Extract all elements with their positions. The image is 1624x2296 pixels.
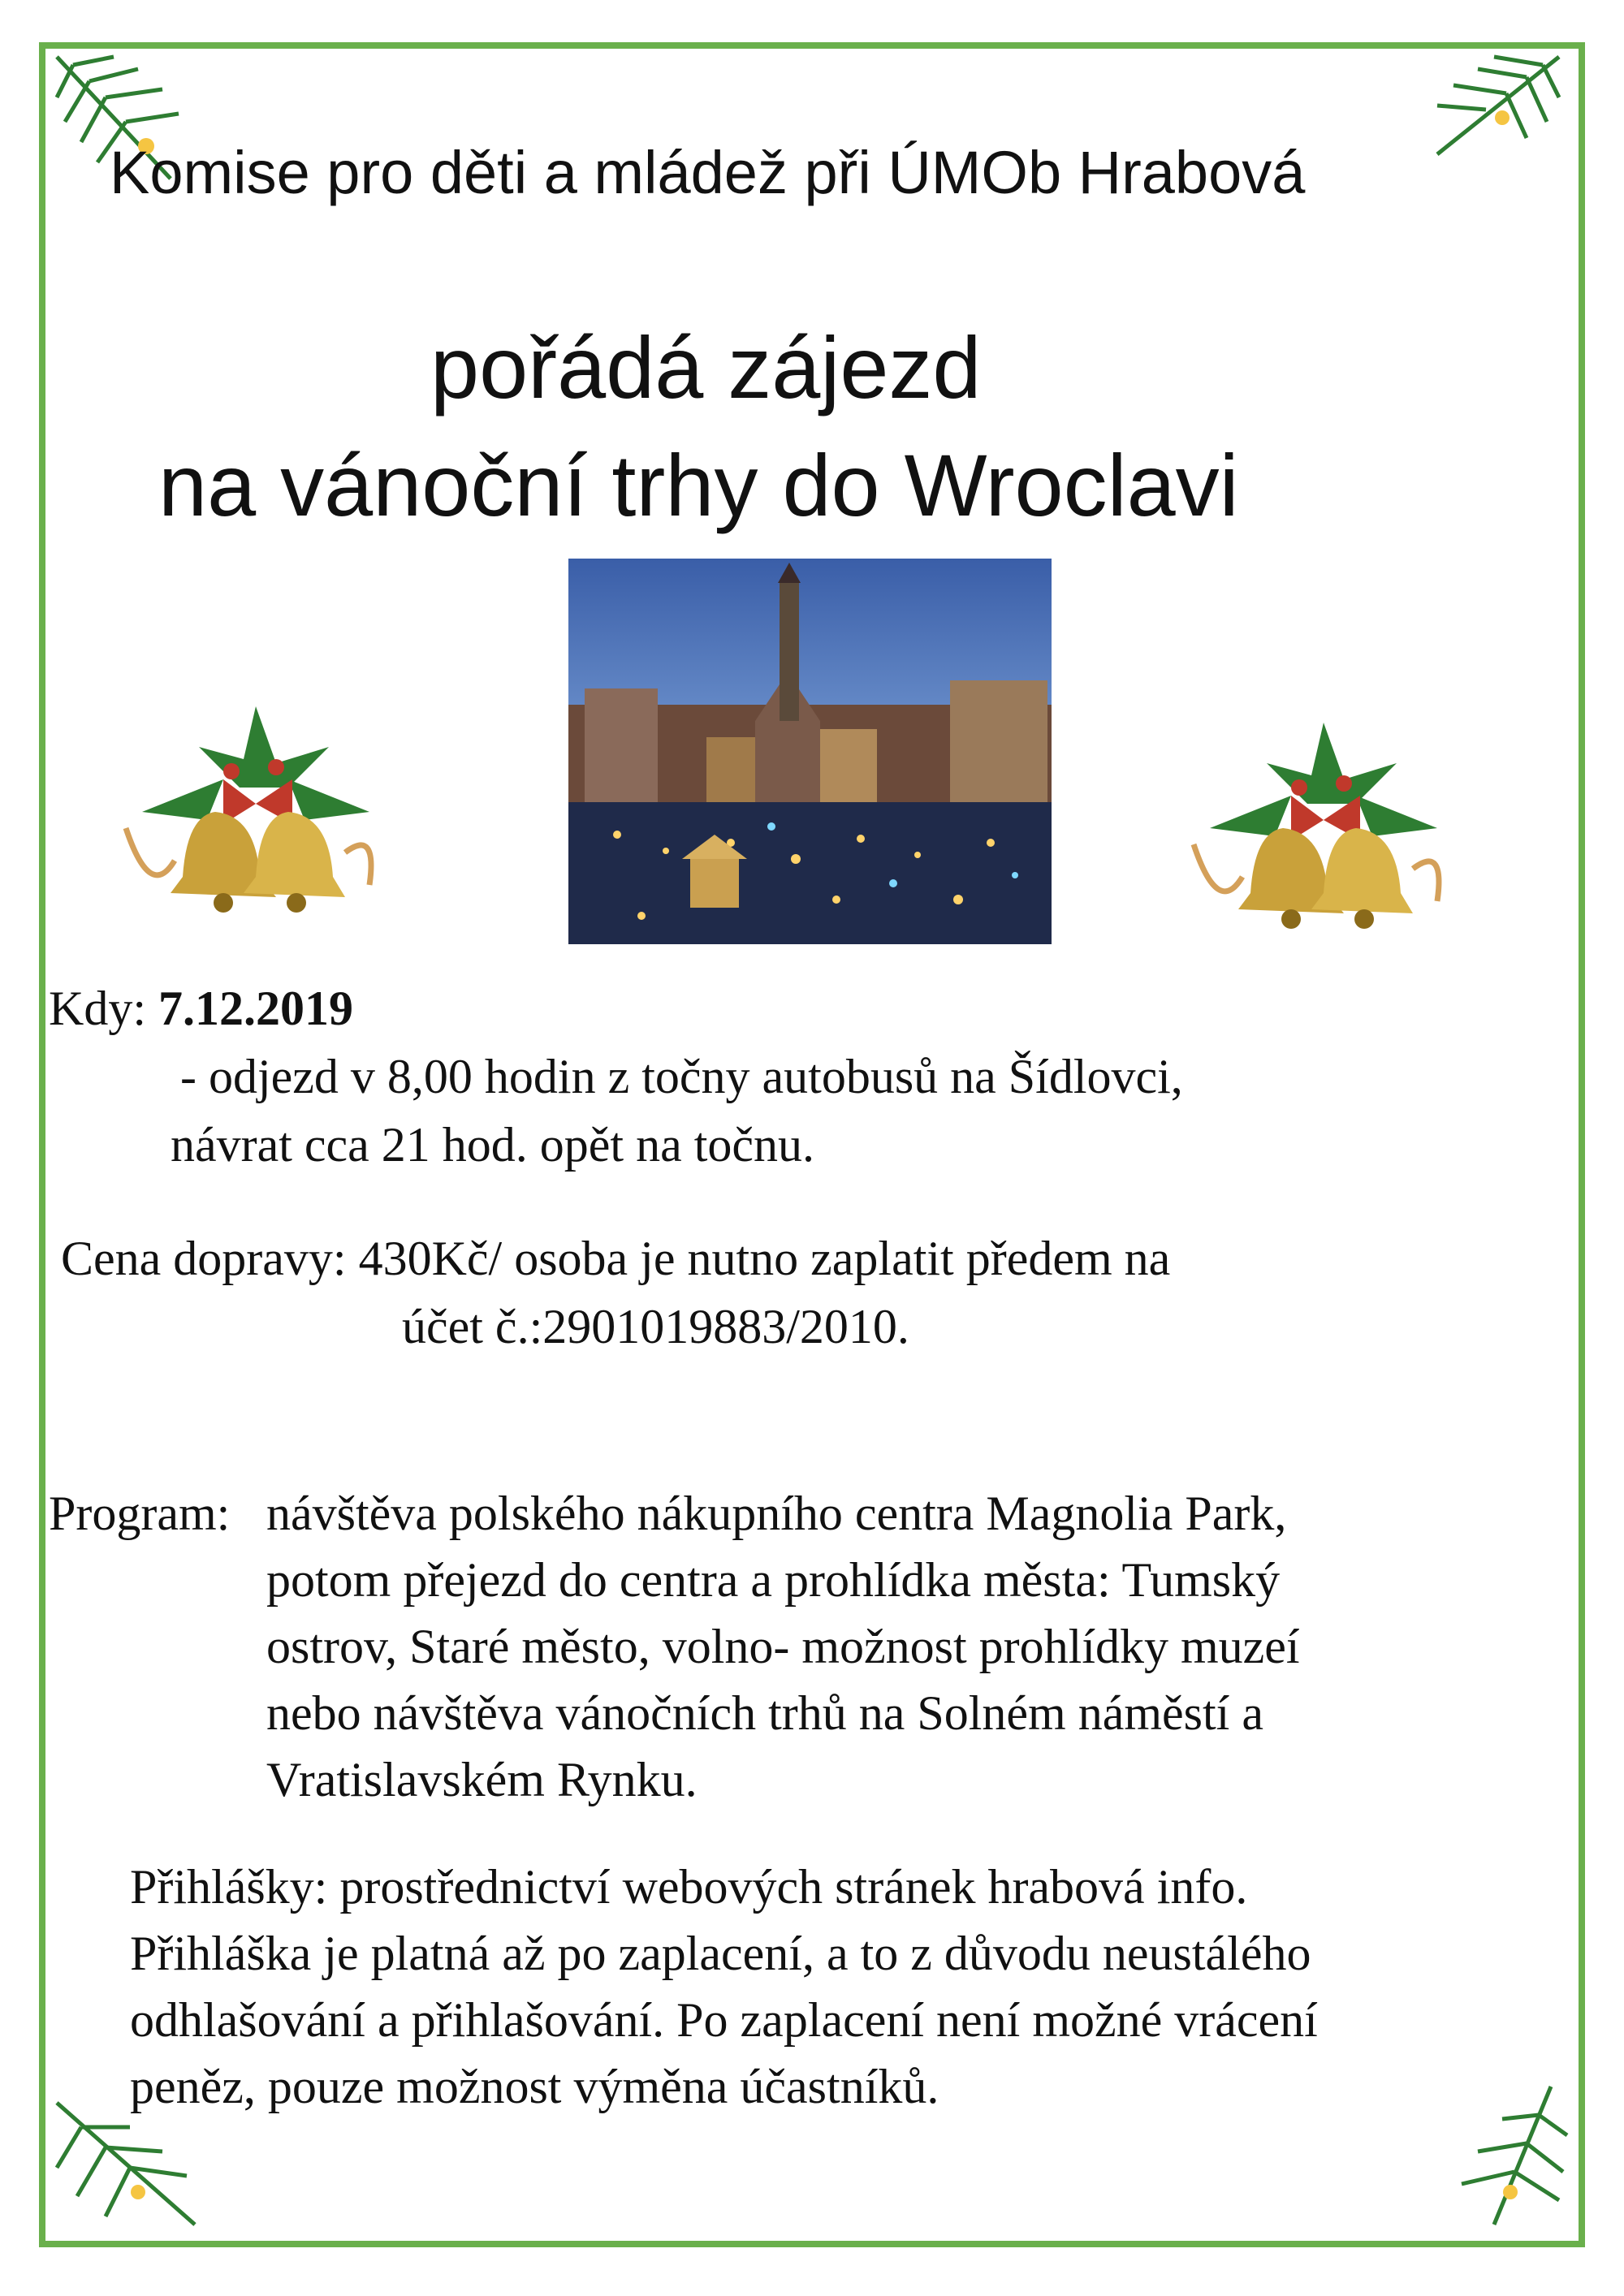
program-line: návštěva polského nákupního centra Magnolia Park, [266,1487,1287,1540]
departure-info: - odjezd v 8,00 hodin z točny autobusů na Šídlovci, [180,1050,1183,1103]
program-line: potom přejezd do centra a prohlídka města: Tumský [266,1553,1281,1607]
christmas-bells-icon [102,690,410,926]
program-line: Vratislavském Rynku. [266,1753,698,1806]
program-line: ostrov, Staré město, volno- možnost prohlídky muzeí [266,1620,1300,1673]
event-date: 7.12.2019 [158,982,353,1035]
pine-branch-icon [1405,49,1567,195]
headline-line-2: na vánoční trhy do Wroclavi [158,436,1239,534]
return-info: návrat cca 21 hod. opět na točnu. [171,1118,815,1172]
registration-line: Přihláška je platná až po zaplacení, a to z důvodu neustálého [130,1927,1311,1980]
christmas-bells-icon [1169,706,1478,942]
organizer-title: Komise pro děti a mládež při ÚMOb Hrabová [110,139,1306,206]
pine-branch-icon [1445,2078,1575,2233]
program-line: nebo návštěva vánočních trhů na Solném náměstí a [266,1686,1263,1740]
registration-line: Přihlášky: prostřednictví webových stránek hrabová info. [130,1860,1248,1914]
price-line-1: Cena dopravy: 430Kč/ osoba je nutno zaplatit předem na [61,1232,1171,1285]
wroclaw-market-photo [568,559,1052,944]
price-line-2: účet č.:2901019883/2010. [402,1300,909,1353]
registration-line: odhlašování a přihlašování. Po zaplacení není možné vrácení [130,1993,1318,2047]
program-label: Program: [49,1487,231,1540]
headline-line-1: pořádá zájezd [430,318,982,416]
when-label: Kdy: [49,982,146,1035]
registration-line: peněz, pouze možnost výměna účastníků. [130,2060,939,2113]
when-row [49,974,353,1042]
